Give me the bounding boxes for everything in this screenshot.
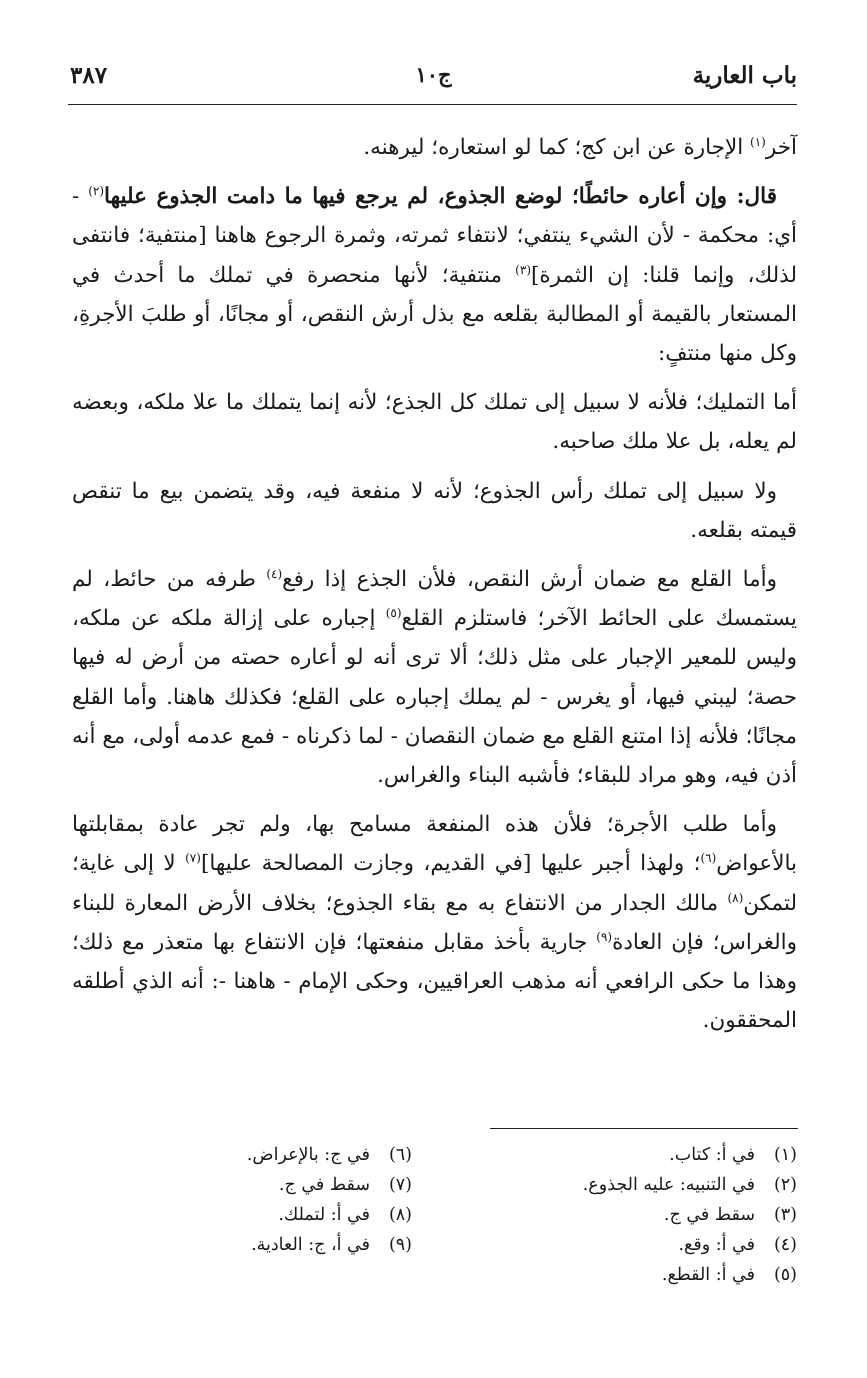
- text-run: لا إلى غاية؛ لتمكن: [72, 851, 797, 916]
- chapter-title: باب العارية: [692, 62, 797, 89]
- footnote-text: في التنبيه: عليه الجذوع.: [582, 1175, 755, 1195]
- footnote-ref[interactable]: (٥): [385, 606, 402, 621]
- footnote-text: في أ، ج: العادية.: [251, 1235, 370, 1255]
- footnote-ref[interactable]: (٧): [185, 851, 201, 866]
- text-run: - أي: محكمة - لأن الشيء ينتفي؛ لانتفاء ثمرته، وثمرة الرجوع هاهنا [منتفية؛ فانتفى لذلك، وإنما قلنا: إن الثمرة]: [72, 184, 798, 288]
- paragraph-4: ولا سبيل إلى تملك رأس الجذوع؛ لأنه لا منفعة فيه، وقد يتضمن بيع ما تنقص قيمته بقلعه.: [72, 478, 797, 543]
- text-run: وأما القلع مع ضمان أرش النقص، فلأن الجذع إذا رفع: [282, 567, 777, 593]
- text-run: جارية بأخذ مقابل منفعتها؛ فإن الانتفاع بها متعذر مع ذلك؛ وهذا ما حكى الرافعي أنه مذهب العراقيين، وحكى الإمام - هاهنا -: أنه الذي أطلقه المحققون.: [72, 929, 797, 1034]
- paragraph-1: [72, 128, 797, 167]
- footnote-number: (٣): [773, 1205, 797, 1225]
- footnote-number: (٩): [388, 1235, 412, 1255]
- running-header: [70, 62, 797, 102]
- footnote-ref[interactable]: (١): [750, 134, 766, 149]
- footnote: [467, 1200, 797, 1230]
- footnote-ref[interactable]: (٣): [515, 262, 531, 277]
- footnotes-column-left: [152, 1140, 412, 1260]
- footnote: [152, 1140, 412, 1170]
- page-number: ٣٨٧: [70, 62, 108, 89]
- text-run: آخر: [765, 135, 797, 160]
- footnote: [152, 1170, 412, 1200]
- text-run: مالك الجدار من الانتفاع به مع بقاء الجذوع؛ بخلاف الأرض المعارة للبناء والغراس؛ فإن العادة: [72, 890, 797, 955]
- footnote-text: في أ: لتملك.: [278, 1205, 370, 1225]
- main-text: [72, 128, 797, 1040]
- footnote-ref[interactable]: (٩): [596, 929, 613, 944]
- footnote: [467, 1140, 797, 1170]
- footnote-text: في أ: كتاب.: [669, 1145, 755, 1165]
- footnote-number: (٥): [773, 1265, 797, 1285]
- footnote-text: في أ: وقع.: [678, 1235, 755, 1255]
- footnote-number: (٦): [388, 1145, 412, 1165]
- footnote-number: (٤): [773, 1235, 797, 1255]
- footnote-number: (١): [773, 1145, 797, 1165]
- header-divider: [68, 104, 797, 105]
- footnote: [152, 1200, 412, 1230]
- footnote: [467, 1260, 797, 1290]
- footnote-text: في أ: القطع.: [661, 1265, 755, 1285]
- text-run: الإجارة عن ابن كج؛ كما لو استعاره؛ ليرهنه.: [363, 135, 751, 160]
- matn-text: قال: وإن أعاره حائطًا؛ لوضع الجذوع، لم يرجع فيها ما دامت الجذوع عليها: [104, 184, 777, 210]
- footnote-text: سقط في ج.: [278, 1175, 370, 1195]
- footnote: [467, 1170, 797, 1200]
- footnote-text: في ج: بالإعراض.: [246, 1145, 370, 1165]
- footnote-number: (٧): [388, 1175, 412, 1195]
- volume-label: ج١٠: [415, 62, 452, 87]
- footnote-number: (٢): [773, 1175, 797, 1195]
- paragraph-3: أما التمليك؛ فلأنه لا سبيل إلى تملك كل الجذع؛ لأنه إنما يتملك ما علا ملكه، وبعضه لم يعله، بل علا ملك صاحبه.: [72, 390, 797, 455]
- paragraph-5: [72, 560, 797, 795]
- footnote-text: سقط في ج.: [663, 1205, 755, 1225]
- paragraph-6: [72, 805, 797, 1040]
- footnote: [467, 1230, 797, 1260]
- text-run: وأما طلب الأجرة؛ فلأن هذه المنفعة مسامح بها، ولم تجر عادة بمقابلتها بالأعواض: [72, 812, 797, 877]
- footnote-ref[interactable]: (٢): [88, 184, 105, 199]
- text-run: منتفية؛ لأنها منحصرة في تملك ما أحدث في المستعار بالقيمة أو المطالبة بقلعه مع بذل أرش النقص، أو مجانًا، أو طلبَ الأجرةِ، وكل منها منتفٍ:: [72, 262, 797, 367]
- footnote-ref[interactable]: (٦): [700, 851, 717, 866]
- footnote-number: (٨): [388, 1205, 412, 1225]
- text-run: إجباره على إزالة ملكه عن ملكه، وليس للمعير الإجبار على مثل ذلك؛ ألا ترى أنه لو أعاره حصته من أرض له فيها حصة؛ ليبني فيها، أو يغرس - لم يملك إجباره على القلع؛ فكذلك هاهنا. وأما القلع مجانًا؛ فلأنه إذا امتنع القلع مع ضمان النقصان - لما ذكرناه - فمع عدمه أولى، مع أنه أذن فيه، وهو مراد للبقاء؛ فأشبه البناء والغراس.: [72, 606, 797, 789]
- text-run: طرفه من حائط، لم يستمسك على الحائط الآخر؛ فاستلزم القلع: [72, 567, 797, 632]
- paragraph-2: [72, 177, 797, 373]
- footnotes-column-right: [467, 1140, 797, 1290]
- text-run: ؛ ولهذا أجبر عليها [في القديم، وجازت المصالحة عليها]: [200, 851, 701, 877]
- footnote-ref[interactable]: (٤): [266, 566, 283, 581]
- footnote-ref[interactable]: (٨): [727, 890, 744, 905]
- footnote-divider: [490, 1128, 798, 1129]
- footnote: [152, 1230, 412, 1260]
